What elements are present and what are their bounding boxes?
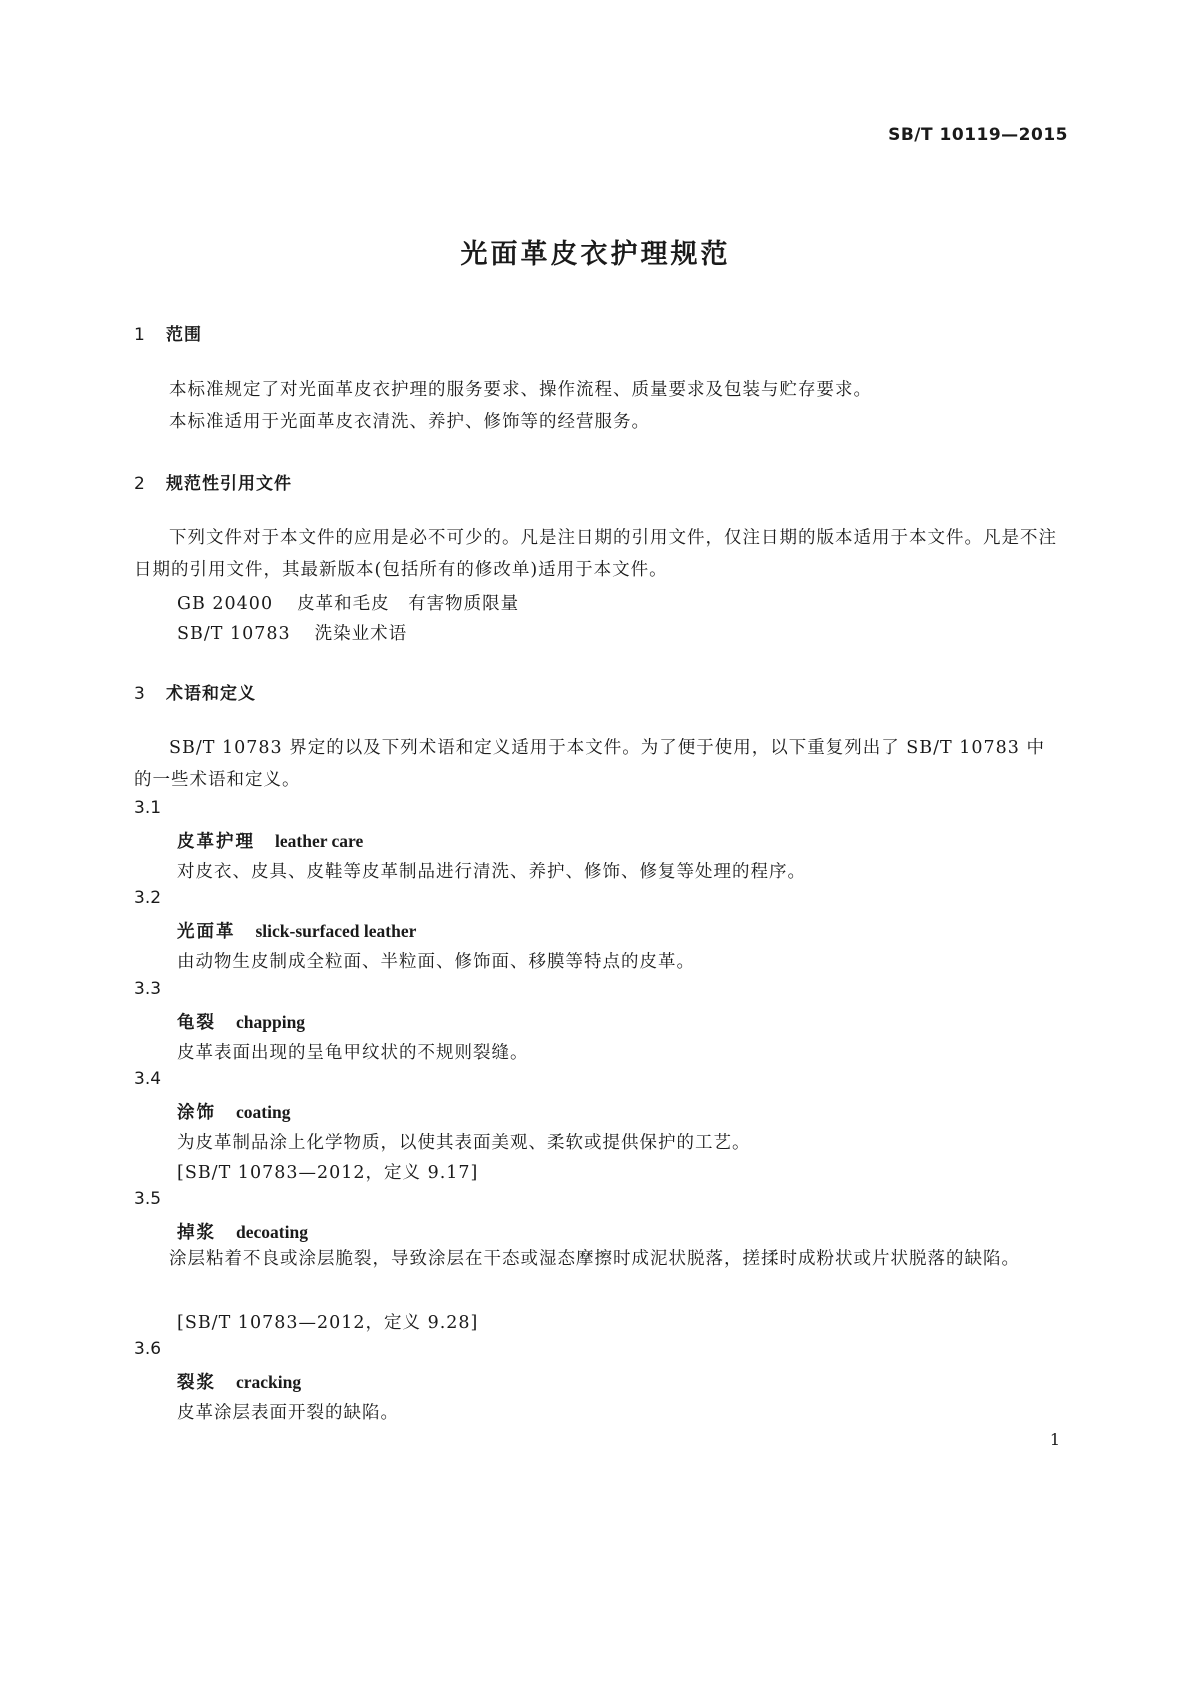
section-2-paragraph: 下列文件对于本文件的应用是必不可少的。凡是注日期的引用文件，仅注日期的版本适用于本文件。凡是不注日期的引用文件，其最新版本(包括所有的修改单)适用于本文件。 [134,528,1057,580]
term-number: 3.6 [134,1339,162,1359]
section-title: 术语和定义 [166,684,256,704]
term-name [177,1369,301,1394]
section-1-paragraph-2: 本标准适用于光面革皮衣清洗、养护、修饰等的经营服务。 [169,412,650,432]
term-chinese: 龟裂 [177,1013,216,1033]
section-2-heading [134,469,292,494]
reference-title: 皮革和毛皮 有害物质限量 [297,594,520,614]
term-number: 3.5 [134,1189,162,1209]
term-definition: 为皮革制品涂上化学物质，以使其表面美观、柔软或提供保护的工艺。 [177,1133,751,1153]
term-name [177,1009,305,1034]
page-number: 1 [1049,1430,1060,1449]
term-definition: 皮革表面出现的呈龟甲纹状的不规则裂缝。 [177,1043,529,1063]
section-number: 2 [134,474,146,494]
term-chinese: 涂饰 [177,1103,216,1123]
standard-code: SB/T 10119—2015 [888,125,1068,145]
term-english: chapping [236,1012,306,1032]
term-name [177,828,363,853]
term-definition: 皮革涂层表面开裂的缺陷。 [177,1403,399,1423]
term-chinese: 裂浆 [177,1373,216,1393]
section-1-heading [134,320,202,345]
term-number: 3.4 [134,1069,162,1089]
term-source: [SB/T 10783—2012，定义 9.17] [177,1163,479,1183]
section-number: 3 [134,684,146,704]
reference-code: SB/T 10783 [177,624,291,644]
section-3-intro: SB/T 10783 界定的以及下列术语和定义适用于本文件。为了便于使用，以下重复列出了 SB/T 10783 中的一些术语和定义。 [134,738,1045,790]
reference-item [177,590,519,615]
term-english: decoating [236,1222,308,1242]
term-number: 3.1 [134,798,162,818]
section-1-paragraph-1: 本标准规定了对光面革皮衣护理的服务要求、操作流程、质量要求及包装与贮存要求。 [169,380,872,400]
term-name [177,918,416,943]
section-title: 范围 [166,325,202,345]
reference-title: 洗染业术语 [314,624,408,644]
reference-code: GB 20400 [177,594,274,614]
term-english: slick-surfaced leather [255,921,417,941]
document-title: 光面革皮衣护理规范 [460,239,731,270]
term-english: leather care [275,831,364,851]
section-number: 1 [134,325,146,345]
term-chinese: 光面革 [177,922,236,942]
term-chinese: 掉浆 [177,1223,216,1243]
term-name [177,1099,290,1124]
term-definition: 由动物生皮制成全粒面、半粒面、修饰面、移膜等特点的皮革。 [177,952,695,972]
term-english: cracking [236,1372,302,1392]
term-number: 3.3 [134,979,162,999]
term-source: [SB/T 10783—2012，定义 9.28] [177,1313,479,1333]
term-number: 3.2 [134,888,162,908]
term-chinese: 皮革护理 [177,832,255,852]
term-definition: 涂层粘着不良或涂层脆裂，导致涂层在干态或湿态摩擦时成泥状脱落，搓揉时成粉状或片状脱落的缺陷。 [169,1249,1020,1269]
reference-item [177,620,407,645]
section-3-heading [134,679,256,704]
section-title: 规范性引用文件 [166,474,292,494]
term-english: coating [236,1102,291,1122]
term-name [177,1219,308,1244]
term-definition: 对皮衣、皮具、皮鞋等皮革制品进行清洗、养护、修饰、修复等处理的程序。 [177,862,806,882]
